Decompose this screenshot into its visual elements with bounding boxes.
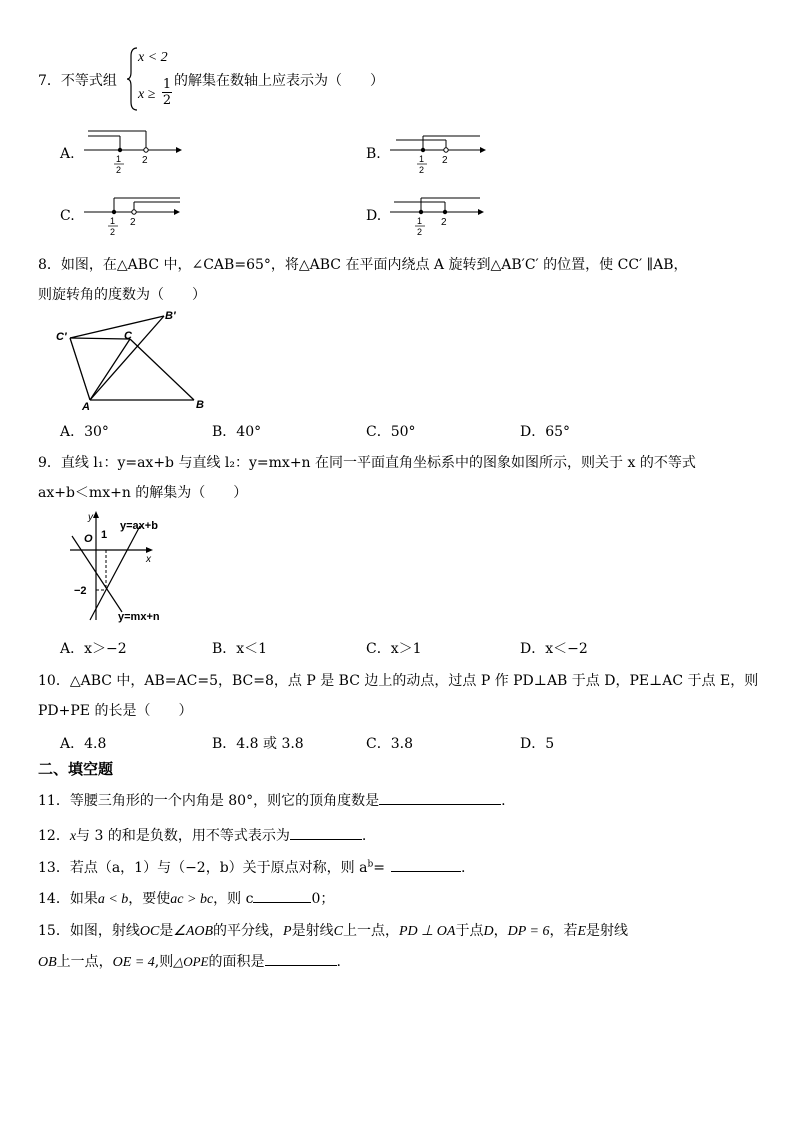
q8-line2: 则旋转角的度数为（ ） — [38, 287, 206, 303]
q15-triangle: △OPE — [173, 954, 209, 969]
q8-option-c[interactable]: C．50° — [366, 424, 416, 440]
q9-option-d[interactable]: D．x＜−2 — [520, 641, 588, 657]
q7a-tick1-den: 2 — [116, 165, 122, 175]
q9-label-l2: y=mx+n — [118, 611, 160, 623]
q7d-tick2: 2 — [441, 217, 447, 228]
q7c-tick1-num: 1 — [110, 216, 116, 226]
q15-answer-blank[interactable] — [265, 951, 337, 966]
q15-text-e: 上一点， — [342, 923, 399, 939]
q11-post: . — [501, 793, 506, 809]
q15-text-b: 是 — [159, 923, 174, 939]
q15-oc: OC — [139, 924, 160, 939]
q7d-tick1-num: 1 — [417, 216, 423, 226]
q8-label-a: A — [82, 401, 90, 413]
q9-line2: ax+b＜mx+n 的解集为（ ） — [38, 485, 248, 501]
q9-label-one: 1 — [101, 529, 108, 541]
q10-line1: 10．△ABC 中，AB=AC=5，BC=8，点 P 是 BC 边上的动点，过点 P 作 PD⊥AB 于点 D，PE⊥AC 于点 E，则 — [38, 673, 759, 689]
q12-text: 与 3 的和是负数，用不等式表示为 — [76, 828, 290, 844]
q7-stem-post: 的解集在数轴上应表示为（ ） — [174, 73, 384, 89]
q15-oe: OE = 4 — [112, 955, 155, 970]
q7-stem-pre: 不等式组 — [60, 73, 117, 89]
q7-system-line1: x < 2 — [138, 50, 168, 65]
q9-option-a[interactable]: A．x＞−2 — [60, 641, 127, 657]
q9-label-l1: y=ax+b — [120, 520, 158, 532]
q7-option-a-numberline[interactable] — [84, 126, 184, 178]
q10-option-a[interactable]: A．4.8 — [60, 736, 107, 752]
q12-answer-blank[interactable] — [290, 825, 362, 840]
q9-label-neg2: −2 — [74, 585, 87, 597]
q14-text-mid: ，要使 — [128, 891, 171, 907]
q12 — [38, 825, 366, 845]
q9-option-c[interactable]: C．x＞1 — [366, 641, 422, 657]
q15-line1 — [38, 920, 628, 940]
q7-option-c-label[interactable]: C. — [60, 208, 75, 224]
q14-text-post2: 0； — [311, 891, 335, 907]
q15-text-h: ，若 — [549, 923, 578, 939]
q14-condition2: ac > bc — [170, 892, 214, 907]
q7-option-b-label[interactable]: B. — [366, 146, 381, 162]
q7a-tick2: 2 — [142, 155, 148, 166]
q8-option-b[interactable]: B．40° — [212, 424, 262, 440]
q7-option-b-numberline[interactable] — [390, 126, 490, 178]
q8-line1: 8．如图，在△ABC 中，∠CAB=65°，将△ABC 在平面内绕点 A 旋转到△AB′C′ 的位置，使 CC′ ∥AB， — [38, 257, 688, 273]
q11-text: 11．等腰三角形的一个内角是 80°，则它的顶角度数是 — [38, 793, 380, 809]
q8-option-d[interactable]: D．65° — [520, 424, 571, 440]
q7-frac-num: 1 — [162, 77, 172, 92]
q15-text-line2d: . — [336, 954, 341, 970]
q13-answer-blank[interactable] — [391, 857, 461, 872]
q15-d: D — [483, 924, 494, 939]
q10-option-c[interactable]: C．3.8 — [366, 736, 413, 752]
q13-equals: = — [373, 860, 385, 876]
q15-text-g: ， — [493, 923, 508, 939]
q7-stem — [38, 70, 117, 90]
q15-text-a: 15．如图，射线 — [38, 923, 140, 939]
q13-text: 13．若点（a，1）与（−2，b）关于原点对称，则 a — [38, 860, 368, 876]
q7b-tick1-num: 1 — [419, 154, 425, 164]
q12-post: . — [361, 828, 367, 844]
q7-option-a-label[interactable]: A. — [60, 146, 75, 162]
q15-ob: OB — [38, 955, 57, 970]
q12-number: 12． — [38, 828, 70, 844]
q8-option-a[interactable]: A．30° — [60, 424, 109, 440]
q10-line2: PD+PE 的长是（ ） — [38, 703, 193, 719]
q7b-tick1-den: 2 — [419, 165, 425, 175]
q14-text-post1: ，则 c — [213, 891, 254, 907]
q7c-tick2: 2 — [130, 217, 136, 228]
q11-answer-blank[interactable] — [379, 790, 501, 805]
q7b-tick2: 2 — [442, 155, 448, 166]
q7-frac-den: 2 — [162, 93, 172, 108]
q7-system-line2: x ≥ — [138, 87, 156, 102]
q7-option-d-numberline[interactable] — [390, 188, 490, 240]
q15-text-line2b: ,则 — [154, 954, 174, 970]
q9-option-b[interactable]: B．x＜1 — [212, 641, 268, 657]
q15-text-line2a: 上一点， — [56, 954, 113, 970]
q15-dp: DP = 6 — [507, 924, 550, 939]
q15-text-c: 的平分线， — [213, 923, 284, 939]
q9-label-x: x — [146, 554, 151, 565]
q7-option-d-label[interactable]: D. — [366, 208, 382, 224]
q15-line2 — [38, 951, 341, 971]
q15-text-line2c: 的面积是 — [208, 954, 265, 970]
q13-post: . — [460, 860, 466, 876]
q15-p: P — [283, 924, 292, 939]
q10-option-b[interactable]: B．4.8 或 3.8 — [212, 736, 304, 752]
q15-pdoa: PD ⊥ OA — [398, 924, 456, 939]
q10-option-d[interactable]: D．5 — [520, 736, 555, 752]
q7a-tick1-num: 1 — [116, 154, 122, 164]
q7-number: 7． — [38, 73, 61, 89]
q7-option-c-numberline[interactable] — [84, 188, 184, 240]
q9-label-y: y — [88, 512, 93, 523]
q15-text-f: 于点 — [455, 923, 484, 939]
q8-label-c: C — [124, 330, 132, 342]
q15-e: E — [577, 924, 587, 939]
q8-label-c-prime: C′ — [56, 331, 67, 343]
q13-superscript: b — [367, 859, 374, 870]
q15-aob: ∠AOB — [173, 924, 214, 939]
q14 — [38, 888, 334, 908]
q7-inequality-system — [126, 46, 176, 112]
q8-label-b-prime: B′ — [165, 310, 176, 322]
q12-variable: x — [69, 829, 77, 844]
q9-label-origin: O — [84, 533, 93, 545]
q7d-tick1-den: 2 — [417, 227, 423, 237]
q7-system-fraction — [162, 77, 172, 108]
q15-text-d: 是射线 — [291, 923, 334, 939]
q15-text-i: 是射线 — [586, 923, 629, 939]
q8-rotation-figure — [52, 306, 222, 414]
q15-c: C — [333, 924, 343, 939]
q7c-tick1-den: 2 — [110, 227, 116, 237]
q11 — [38, 790, 506, 810]
q8-label-b: B — [196, 399, 204, 411]
q9-line1: 9．直线 l₁：y=ax+b 与直线 l₂：y=mx+n 在同一平面直角坐标系中的图象如图所示，则关于 x 的不等式 — [38, 455, 696, 471]
q14-text-pre: 14．如果 — [38, 891, 98, 907]
q9-graph-figure — [68, 508, 188, 626]
section-fill-in-title: 二、填空题 — [38, 760, 114, 778]
q14-answer-blank[interactable] — [253, 888, 311, 903]
q14-condition1: a < b — [97, 892, 129, 907]
q13 — [38, 857, 465, 877]
